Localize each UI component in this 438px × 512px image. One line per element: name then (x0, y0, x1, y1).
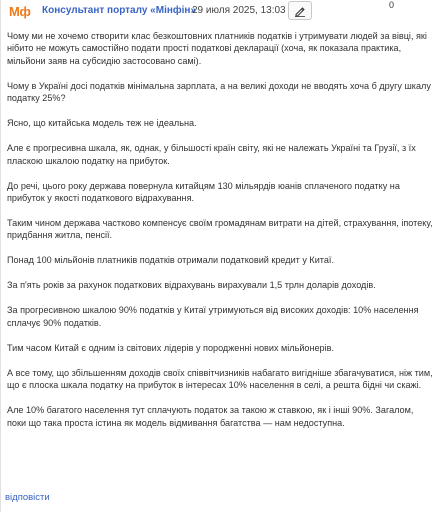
comment-paragraph: Але є прогресивна шкала, як, однак, у більшості країн світу, які не належать Україні та Грузії, з їх плаcкою шкалою податку на прибуток. (7, 143, 416, 166)
comment-paragraph: А все тому, що збільшенням доходів своїх співвітчизників набагато вигідніше збагачуватися, ніж тим, що є плоска шкала податку на прибуток в інтересах 10% населення в селі, а решта бідні чи скажі. (7, 367, 433, 391)
edit-button[interactable] (288, 1, 312, 20)
author-avatar-logo: Мф (9, 4, 31, 19)
comment-date: 29 июля 2025, 13:03 (192, 5, 286, 16)
author-name[interactable]: Консультант порталу «Мінфін» (42, 5, 197, 16)
pencil-icon (294, 5, 306, 17)
comment-header (1, 0, 438, 22)
comment-paragraph: Понад 100 мільйонів платників податків отримали податковий кредит у Китаї. (7, 255, 334, 266)
comment-paragraph: Ясно, що китайська модель теж не ідеальна. (7, 118, 197, 129)
reply-link[interactable]: відповісти (5, 492, 50, 503)
comment-rating: 0 (389, 0, 395, 10)
comment-paragraph: За прогресивною шкалою 90% податків у Китаї утримуються від високих доходів: 10% населення сплачує 90% податків. (7, 305, 419, 328)
comment-paragraph: Таким чином держава частково компенсує своїм громадянам витрати на дітей, страхування, іпотеку, придбання житла, пенсії. (7, 218, 433, 241)
comment-paragraph: Тим часом Китай є одним із світових лідерів у породженні нових мільйонерів. (7, 342, 334, 353)
comment-paragraph: Але 10% багатого населення тут сплачують податок за такою ж ставкою, як і інші 90%. Загалом, поки що така проста істина як модель відмивання багатства — нам недоступна. (7, 405, 414, 428)
comment-paragraph: Чому в Україні досі податків мінімальна зарплата, а на великі доходи не вводять хоча б другу шкалу податку 25%? (7, 80, 431, 104)
comment-body (7, 30, 433, 442)
comment-paragraph: До речі, цього року держава повернула китайцям 130 мільярдів юанів сплаченого податку на прибуток у якості податкового відрахування. (7, 180, 400, 204)
comment-paragraph: За п'ять років за рахунок податкових відрахувань вирахували 1,5 трлн доларів доходів. (7, 280, 376, 291)
comment-paragraph: Чому ми не хочемо створити клас безкоштовних платників податків і утримувати людей за вівці, які нібито не можуть самостійно подати прості податкові декларації (хоча, як показала практика, мільйони заяв на субсидію застосовано самі). (7, 31, 427, 66)
